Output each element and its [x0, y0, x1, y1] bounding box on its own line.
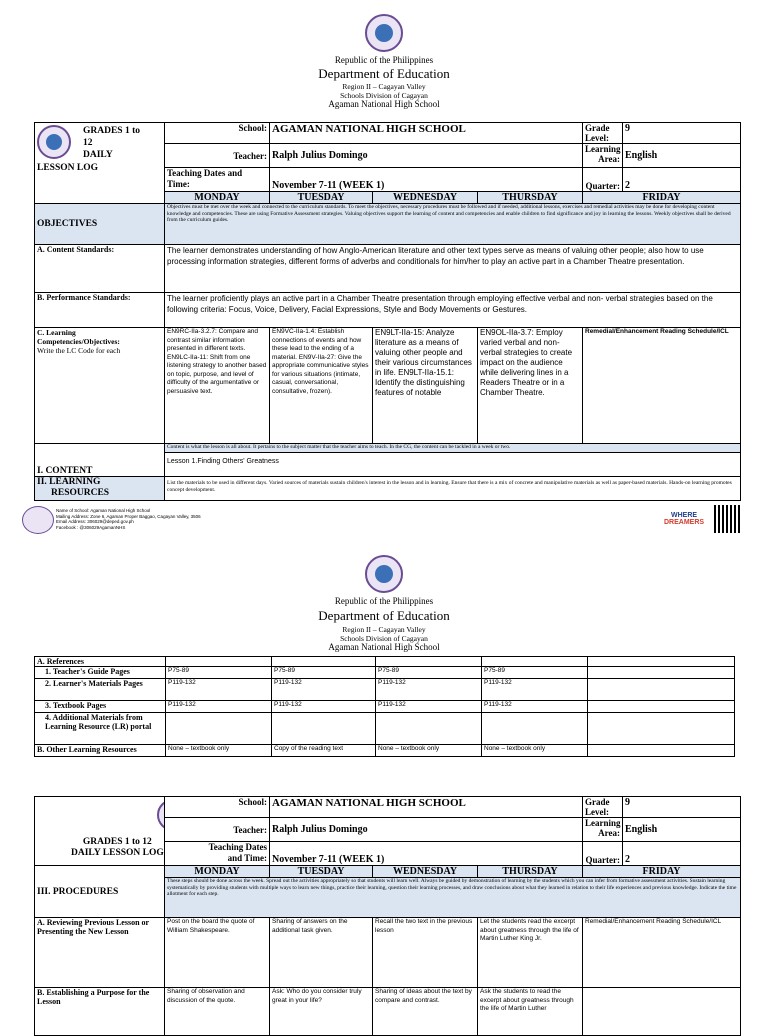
teacher-label: Teacher:: [165, 144, 270, 168]
ref-row-label: 3. Textbook Pages: [35, 701, 166, 713]
day-header-monday: MONDAY: [165, 866, 270, 878]
qr-code-icon: [714, 505, 742, 533]
day-header-thursday: THURSDAY: [478, 866, 583, 878]
competency-friday: Remedial/Enhancement Reading Schedule/ICL: [583, 328, 741, 444]
day-header-tuesday: TUESDAY: [270, 866, 373, 878]
day-header-thursday: THURSDAY: [478, 192, 583, 204]
quarter-value: 2: [623, 842, 741, 866]
school-value: AGAMAN NATIONAL HIGH SCHOOL: [270, 123, 583, 144]
procedure-row-label: B. Establishing a Purpose for the Lesson: [35, 988, 165, 1036]
ref-row-label: 4. Additional Materials from Learning Resource (LR) portal: [35, 713, 166, 745]
log-title: GRADES 1 to 12: [82, 837, 152, 847]
procedure-row-label: A. Reviewing Previous Lesson or Presenting the New Lesson: [35, 918, 165, 988]
performance-standards-label: B. Performance Standards:: [35, 293, 165, 328]
performance-standards-text: The learner proficiently plays an active part in a Chamber Theatre presentation through employing effective verbal and non- verbal strategies based on the following criteria: Focus, Voice, Delivery, Facial Expressions, Style and Body Movements or Gestures.: [165, 293, 741, 328]
school-label: School:: [165, 123, 270, 144]
content-standards-text: The learner demonstrates understanding of how Anglo-American literature and other text types serve as means of valuing other people; also how to use processing information strategies, different forms of adverbs and conditionals for him/her to play an active part in a Chamber Theatre presentation.: [165, 245, 741, 293]
teacher-label: Teacher:: [165, 818, 270, 842]
republic-line: Republic of the Philippines: [334, 55, 434, 65]
region-line: Region II – Cagayan Valley: [342, 625, 426, 634]
deped-seal-logo: [37, 125, 71, 159]
school-label: School:: [165, 797, 270, 818]
school-line: Agaman National High School: [328, 99, 440, 109]
day-header-monday: MONDAY: [165, 192, 270, 204]
school-logo: [22, 506, 54, 534]
learning-resources-label: II. LEARNING RESOURCES: [35, 477, 165, 501]
ref-row-label: B. Other Learning Resources: [35, 745, 166, 757]
teacher-value: Ralph Julius Domingo: [270, 818, 583, 842]
day-header-tuesday: TUESDAY: [270, 192, 373, 204]
content-cell: [165, 444, 741, 477]
content-label: I. CONTENT: [35, 444, 165, 477]
procedures-note: These steps should be done across the week. Spread out the activities appropriately so that students will learn well. Always be guided by demonstration of learning by the students which you can infer from formative assessment activities. Sustain learning systematically by providing students with multiple ways to learn new things, practice their learning, question their learning processes, and draw conclusions about what they learned in relation to their life experiences and previous knowledge. Indicate the time allotment for each step.: [165, 878, 741, 918]
teaching-dates-label: Teaching Dates and Time:: [165, 842, 270, 866]
competency-monday: EN9RC-IIa-3.2.7: Compare and contrast similar information presented in different texts. EN9LC-IIa-11: Shift from one listening strategy to another based on topic, purpose, and level of difficulty of the argumentative or persuasive text.: [165, 328, 270, 444]
content-standards-label: A. Content Standards:: [35, 245, 165, 293]
department-title: Department of Education: [318, 608, 450, 623]
content-lesson: Lesson 1.Finding Others' Greatness: [167, 458, 279, 465]
brand-logo: WHERE DREAMERS: [664, 512, 705, 526]
division-line: Schools Division of Cagayan: [340, 634, 428, 643]
teaching-dates-label: Teaching Dates and Time:: [165, 168, 270, 192]
competencies-label: C. Learning Competencies/Objectives: Write the LC Code for each: [35, 328, 165, 444]
competency-wednesday: EN9LT-IIa-15: Analyze literature as a means of valuing other people and their various circumstances in life. EN9LT-IIa-15.1: Identify the distinguishing features of notable: [373, 328, 478, 444]
log-title-cell: GRADES 1 to 12 DAILY LESSON LOG: [35, 123, 165, 204]
procedures-table: GRADES 1 to 12 DAILY LESSON LOG School: AGAMAN NATIONAL HIGH SCHOOL Grade Level: 9 Teacher: Ralph Julius Domingo Learning Area: English Teaching Dates and Time: November 7-11 (WEEK 1) Quarter: 2 III. PROCEDURES MONDAY TUESDAY WEDNESDAY THURSDAY FRIDAY These steps should be done across the week. Spread out the activities appropriately so that students will learn well. Always be guided by demonstration of learning by the students which you can infer from formative assessment activities. Sustain learning systematically by providing students with multiple ways to learn new things, practice their learning, question their learning processes, and draw conclusions about what they learned in relation to their life experiences and previous knowledge. Indicate the time allotment for each step. A. Reviewing Previous Lesson or Presenting the New Lesson Post on the board the quote of William Shakespeare. Sharing of answers on the additional task given. Recall the two text in the previous lesson Let the students read the excerpt about greatness through the life of Martin Luther King Jr. Remedial/Enhancement Reading Schedule/ICL B. Establishing a Purpose for the Lesson Sharing of observation and discussion of the quote. Ask: Who do you consider truly great in your life? Sharing of ideas about the text by compare and contrast. Ask the students to read the excerpt about greatness through the life of Martin Luther: [34, 796, 741, 1036]
competency-thursday: EN9OL-IIa-3.7: Employ varied verbal and non-verbal strategies to create impact on the audience while delivering lines in a Readers Theatre or in a Chamber Theatre.: [478, 328, 583, 444]
lesson-log-table: [34, 122, 741, 501]
learning-area-label: Learning Area:: [583, 144, 623, 168]
competency-tuesday: EN9VC-IIa-1.4: Establish connections of events and how these lead to the ending of a material. EN9V-IIa-27: Give the appropriate communicative styles for various situations (intimate, casual, conversational, consultative, frozen).: [270, 328, 373, 444]
content-note: Content is what the lesson is all about. It pertains to the subject matter that the teacher aims to teach. In the CG, the content can be tackled in a week or two.: [165, 444, 740, 453]
references-table: A. References 1. Teacher's Guide Pages P75-89 P75-89 P75-89 P75-89 2. Learner's Materials Pages P119-132 P119-132 P119-132 P119-132 3. Textbook Pages P119-132 P119-132 P119-132 P119-132 4. Additional Materials from Learning Resource (LR) portal B. Other Learning Resources None – textbook only Copy of the reading text None – textbook only None – textbook only: [34, 656, 735, 757]
quarter-label: Quarter:: [583, 168, 623, 192]
day-header-friday: FRIDAY: [583, 866, 741, 878]
day-header-wednesday: WEDNESDAY: [373, 866, 478, 878]
learning-area-value: English: [623, 818, 741, 842]
deped-seal-logo: [365, 555, 403, 593]
learning-area-label: Learning Area:: [583, 818, 623, 842]
footer-info: Name of School: Agaman National High School Mailing Address: Zone 6, Agaman Proper Baggao, Cagayan Valley, 3506 Email Address: 306029@deped.gov.ph Facebook : @306029AgamanNHS: [56, 508, 201, 530]
division-line: Schools Division of Cagayan: [340, 91, 428, 100]
grade-level-value: 9: [623, 797, 741, 818]
school-value: AGAMAN NATIONAL HIGH SCHOOL: [270, 797, 583, 818]
learning-area-value: English: [623, 144, 741, 168]
quarter-label: Quarter:: [583, 842, 623, 866]
log-title: GRADES 1 to: [83, 126, 141, 136]
references-label: A. References: [35, 657, 166, 667]
log-title-cell: GRADES 1 to 12 DAILY LESSON LOG: [35, 797, 165, 866]
procedures-label: III. PROCEDURES: [35, 866, 165, 918]
quarter-value: 2: [623, 168, 741, 192]
department-title: Department of Education: [318, 66, 450, 81]
day-header-friday: FRIDAY: [583, 192, 741, 204]
day-header-wednesday: WEDNESDAY: [373, 192, 478, 204]
teaching-dates-value: November 7-11 (WEEK 1): [270, 168, 583, 192]
grade-level-label: Grade Level:: [583, 797, 623, 818]
ref-row-label: 2. Learner's Materials Pages: [35, 679, 166, 701]
learning-resources-text: List the materials to be used in different days. Varied sources of materials sustain children's interest in the lesson and in learning. Ensure that there is a mix of concrete and manipulative materials as well as paper-based materials. Hands-on learning promotes concept development.: [165, 477, 741, 501]
teaching-dates-value: November 7-11 (WEEK 1): [270, 842, 583, 866]
deped-seal-logo: [157, 799, 165, 831]
region-line: Region II – Cagayan Valley: [342, 82, 426, 91]
school-line: Agaman National High School: [328, 642, 440, 652]
objectives-label: OBJECTIVES: [35, 204, 165, 245]
deped-seal-logo: [365, 14, 403, 52]
grade-level-label: Grade Level:: [583, 123, 623, 144]
republic-line: Republic of the Philippines: [334, 596, 434, 606]
teacher-value: Ralph Julius Domingo: [270, 144, 583, 168]
ref-row-label: 1. Teacher's Guide Pages: [35, 667, 166, 679]
grade-level-value: 9: [623, 123, 741, 144]
objectives-text: Objectives must be met over the week and connected to the curriculum standards. To meet the objectives, necessary procedures must be followed and if needed, additional lessons, exercises and remedial activities may be done for developing content knowledge and competencies. These are using Formative Assessment strategies. Valuing objectives support the learning of content and competencies and enable children to find significance and joy in learning the lessons. Weekly objectives shall be derived from the curriculum guides.: [165, 204, 741, 245]
